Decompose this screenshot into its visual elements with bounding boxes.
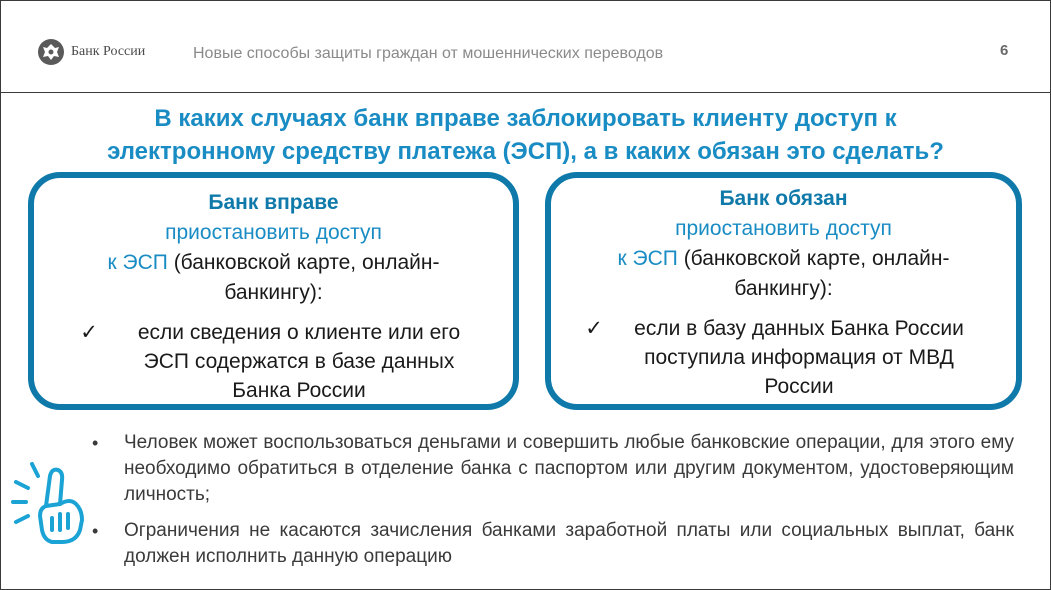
- page-number: 6: [1000, 42, 1009, 59]
- raised-finger-icon: [10, 458, 90, 550]
- card-object-line3: банкингу):: [224, 281, 323, 304]
- card-action: приостановить доступ: [165, 221, 382, 244]
- card-item-line: если в базу данных Банка России: [634, 317, 964, 340]
- card-object-prefix: к ЭСП: [107, 251, 168, 274]
- brand-name: Банк России: [71, 44, 146, 59]
- logo: [37, 38, 145, 66]
- bullet-text: Человек может воспользоваться деньгами и совершить любые банковские операции, для этого ему необходимо обратиться в отделение банка с паспортом или другим документом, удостоверяющим личность;: [124, 432, 1014, 505]
- card-object: [551, 244, 1016, 274]
- card-object-line3: банкингу):: [734, 277, 833, 300]
- list-item: [92, 430, 1014, 508]
- card-object: [34, 248, 513, 278]
- card-item: [34, 318, 494, 405]
- card-bank-may: [28, 172, 519, 410]
- question-line-2: электронному средству платежа (ЭСП), а в каких обязан это сделать?: [107, 138, 944, 165]
- card-item-line: если сведения о клиенте или его: [137, 321, 461, 344]
- bullet-dot: •: [92, 521, 99, 541]
- card-item-line: России: [764, 375, 834, 398]
- checkmark-icon: ✓: [585, 317, 603, 340]
- list-item: [92, 518, 1014, 570]
- card-item-line: поступила информация от МВД: [644, 346, 954, 369]
- question-heading: [20, 102, 1031, 168]
- card-action: приостановить доступ: [675, 217, 892, 240]
- bullet-text: Ограничения не касаются зачисления банками заработной платы или социальных выплат, банк должен исполнить данную операцию: [124, 520, 1014, 567]
- card-object-rest: (банковской карте, онлайн-: [167, 251, 440, 274]
- card-item: [551, 314, 989, 401]
- header-title: Новые способы защиты граждан от мошеннических переводов: [193, 45, 664, 62]
- card-item-line: ЭСП содержатся в базе данных: [143, 350, 455, 373]
- card-item-line: Банка России: [232, 379, 366, 402]
- header-divider: [0, 92, 1051, 93]
- question-line-1: В каких случаях банк вправе заблокировать клиенту доступ к: [154, 105, 897, 132]
- card-title: Банк обязан: [719, 187, 848, 210]
- card-object-rest: (банковской карте, онлайн-: [677, 247, 950, 270]
- card-title: Банк вправе: [208, 191, 339, 214]
- checkmark-icon: ✓: [80, 321, 98, 344]
- bullet-dot: •: [92, 433, 99, 453]
- bullet-list: [92, 430, 1014, 580]
- eagle-icon: [37, 38, 65, 66]
- card-bank-must: [545, 172, 1022, 410]
- card-object-prefix: к ЭСП: [617, 247, 678, 270]
